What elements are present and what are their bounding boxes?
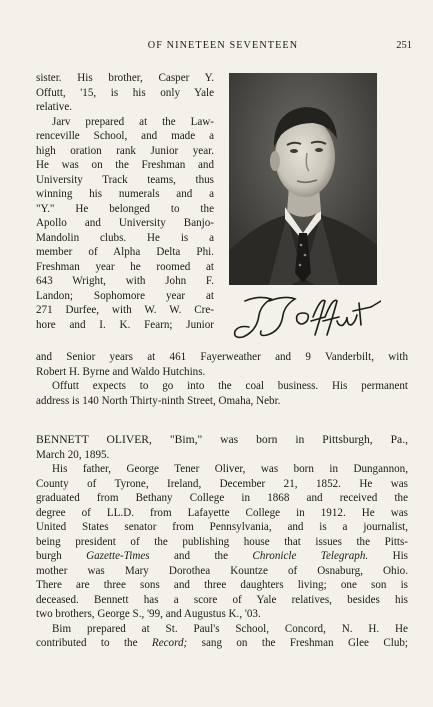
text-line: winning his numerals and a	[36, 188, 214, 200]
page-header	[34, 40, 412, 54]
text-line: graduated from Bethany College in 1868 and received the	[36, 492, 408, 504]
text-line: He was on the Freshman and	[36, 159, 214, 171]
text-line: deceased. Bennett has a score of Yale relatives, besides his	[36, 593, 408, 606]
oliver-entry	[36, 433, 408, 651]
text-line: Robert H. Byrne and Waldo Hutchins.	[36, 365, 206, 378]
text-line: renceville School, and made a	[36, 130, 214, 142]
text-line: Freshman year he roomed at	[36, 260, 214, 273]
text-line: County of Tyrone, Ireland, December 21, 1852. He was	[36, 477, 408, 490]
text-run: sang on the Freshman Glee Club;	[187, 637, 408, 649]
text-line: address is 140 North Thirty-ninth Street, Omaha, Nebr.	[36, 394, 281, 407]
text-line: high oration rank Junior year.	[36, 144, 214, 157]
entry-title-line: BENNETT OLIVER, "Bim," was born in Pittsburgh, Pa.,	[36, 433, 408, 446]
text-line: Apollo and University Banjo-	[36, 217, 214, 229]
text-line: 271 Durfee, with W. W. Cre-	[36, 304, 214, 316]
full-width-text	[36, 350, 408, 408]
text-line: Jarv prepared at the Law-	[52, 115, 214, 128]
text-line: and Senior years at 461 Fayerweather and 9 Vanderbilt, with	[36, 351, 408, 363]
text-run: burgh	[36, 550, 87, 562]
text-line: Offutt expects to go into the coal business. His permanent	[52, 380, 408, 392]
publication-title: Record;	[151, 637, 188, 649]
newspaper-title: Chronicle Telegraph.	[252, 550, 369, 562]
text-line: His father, George Tener Oliver, was born in Dungannon,	[52, 463, 408, 475]
text-run: His	[368, 550, 408, 562]
page-number: 251	[396, 40, 412, 51]
text-line: member of Alpha Delta Phi.	[36, 246, 214, 258]
text-line: United States senator from Pennsylvania, and is a journalist,	[36, 521, 408, 533]
text-line: hore and I. K. Fearn; Junior	[36, 318, 214, 331]
text-line-mixed	[36, 549, 408, 564]
text-run: contributed to the	[36, 637, 152, 649]
text-line: sister. His brother, Casper Y.	[36, 72, 214, 84]
text-line: relative.	[36, 101, 73, 113]
running-head: OF NINETEEN SEVENTEEN	[147, 40, 299, 51]
text-line: 643 Wright, with John F.	[36, 275, 214, 287]
portrait-photograph-icon	[229, 73, 377, 285]
text-line: Bim prepared at St. Paul's School, Concord, N. H. He	[52, 622, 408, 635]
text-run: and the	[149, 550, 253, 562]
text-line: Landon; Sophomore year at	[36, 289, 214, 302]
text-line: degree of LL.D. from Lafayette College in 1912. He was	[36, 506, 408, 519]
text-line: being president of the publishing house that issues the Pitts-	[36, 535, 408, 548]
text-line: University Track teams, thus	[36, 173, 214, 186]
text-line: two brothers, George S., '99, and Augustus K., '03.	[36, 608, 261, 620]
text-line-mixed	[36, 636, 408, 651]
text-line: Mandolin clubs. He is a	[36, 231, 214, 244]
newspaper-title: Gazette-Times	[86, 550, 150, 562]
text-line: There are three sons and three daughters living; one son is	[36, 579, 408, 591]
text-line: March 20, 1895.	[36, 448, 110, 461]
text-line: "Y." He belonged to the	[36, 202, 214, 215]
text-line: mother was Mary Dorothea Kountze of Osnaburg, Ohio.	[36, 564, 408, 577]
text-line: Offutt, '15, is his only Yale	[36, 86, 214, 99]
handwritten-signature-icon	[225, 291, 381, 343]
narrow-column-text	[36, 71, 214, 332]
